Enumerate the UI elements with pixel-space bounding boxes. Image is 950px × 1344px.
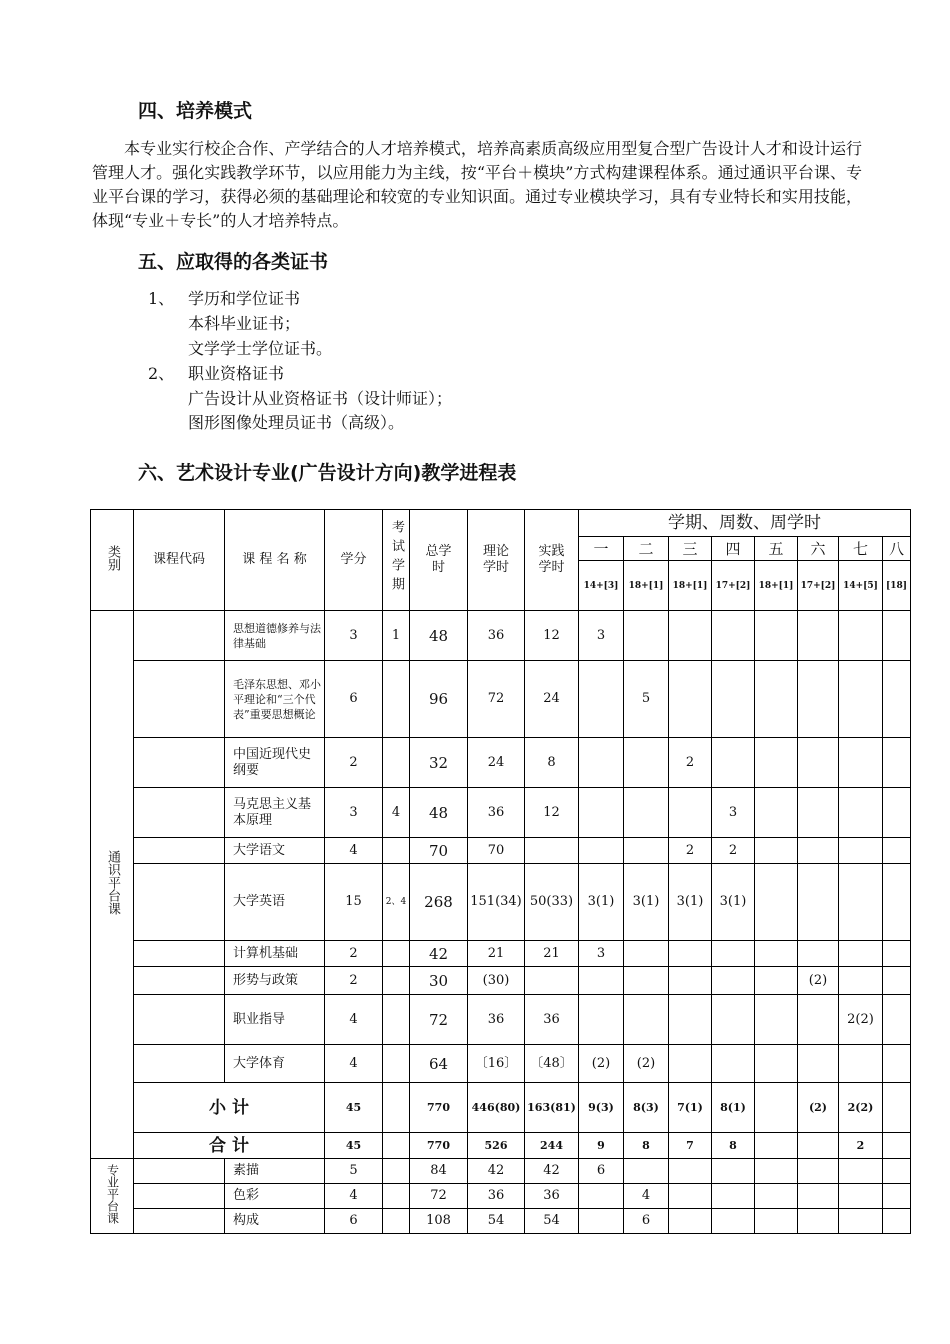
course-name: 构成 [225, 1209, 325, 1234]
grand-total-total-hours: 770 [410, 1133, 468, 1159]
cert-item-2-title: 职业资格证书 [188, 364, 285, 383]
course-credit: 4 [325, 1045, 383, 1083]
semester-1-hours: 3 [579, 941, 624, 967]
subtotal-credit: 45 [325, 1083, 383, 1133]
course-exam [383, 738, 410, 788]
table-row [91, 1159, 911, 1184]
course-credit: 3 [325, 788, 383, 838]
semester-4-hours: 2 [712, 838, 755, 864]
course-exam: 2、4 [383, 864, 410, 941]
semester-4-hours: 3 [712, 788, 755, 838]
semester-6-hours [798, 738, 839, 788]
semester-4-hours [712, 661, 755, 738]
course-code [134, 1045, 225, 1083]
cert-item-1-number: 1、 [148, 289, 175, 308]
semester-3-hours [669, 1184, 712, 1209]
semester-6-hours [798, 864, 839, 941]
training-mode-paragraph: 本专业实行校企合作、产学结合的人才培养模式，培养高素质高级应用型复合型广告设计人才和设计运行管理人才。强化实践教学环节，以应用能力为主线，按“平台＋模块”方式构建课程体系。通过通识平台课、专业平台课的学习，获得必须的基础理论和较宽的专业知识面。通过专业模块学习，具有专业特长和实用技能，体现“专业＋专长”的人才培养特点。 [92, 139, 862, 230]
category-professional-platform-label: 专业平台课 [105, 1163, 120, 1224]
cert-item-1-title: 学历和学位证书 [188, 289, 301, 308]
semester-6-hours [798, 838, 839, 864]
semester-3-hours [669, 661, 712, 738]
course-total-hours: 42 [410, 941, 468, 967]
course-code [134, 661, 225, 738]
semester-2-hours: (2) [624, 1045, 669, 1083]
course-code [134, 967, 225, 995]
header-semester-3: 三 [669, 537, 712, 561]
subtotal-row [91, 1083, 911, 1133]
course-exam [383, 1184, 410, 1209]
grand-total-label: 合 计 [134, 1133, 325, 1159]
semester-8-hours [883, 864, 911, 941]
semester-2-hours [624, 738, 669, 788]
semester-1-hours [579, 788, 624, 838]
subtotal-semester-5 [755, 1083, 798, 1133]
course-exam [383, 1045, 410, 1083]
semester-1-hours: 6 [579, 1159, 624, 1184]
semester-7-hours [839, 864, 883, 941]
course-theory-hours: 36 [468, 611, 525, 661]
header-practice: 实践学时 [525, 510, 579, 611]
semester-3-hours [669, 611, 712, 661]
header-total: 总学时 [410, 510, 468, 611]
semester-8-hours [883, 1045, 911, 1083]
course-theory-hours: 36 [468, 995, 525, 1045]
course-total-hours: 84 [410, 1159, 468, 1184]
course-practice-hours: 42 [525, 1159, 579, 1184]
header-exam: 考试学期 [383, 510, 410, 611]
header-semester-2: 二 [624, 537, 669, 561]
header-semester-1: 一 [579, 537, 624, 561]
semester-3-hours [669, 1209, 712, 1234]
semester-6-hours [798, 1184, 839, 1209]
semester-2-hours [624, 838, 669, 864]
course-practice-hours: 36 [525, 1184, 579, 1209]
course-exam: 1 [383, 611, 410, 661]
semester-4-hours [712, 1209, 755, 1234]
course-code [134, 838, 225, 864]
semester-6-hours [798, 1045, 839, 1083]
semester-3-hours [669, 967, 712, 995]
header-weeks-6: 17+[2] [798, 561, 839, 611]
semester-6-hours [798, 941, 839, 967]
grand-total-semester-6 [798, 1133, 839, 1159]
course-name: 马克思主义基本原理 [225, 788, 325, 838]
semester-7-hours [839, 941, 883, 967]
header-semester-5: 五 [755, 537, 798, 561]
semester-5-hours [755, 838, 798, 864]
header-weeks-7: 14+[5] [839, 561, 883, 611]
header-semester-4: 四 [712, 537, 755, 561]
course-credit: 4 [325, 1184, 383, 1209]
semester-7-hours [839, 1184, 883, 1209]
table-row [91, 1209, 911, 1234]
course-name: 素描 [225, 1159, 325, 1184]
semester-7-hours [839, 788, 883, 838]
course-theory-hours: 70 [468, 838, 525, 864]
semester-5-hours [755, 967, 798, 995]
semester-2-hours [624, 788, 669, 838]
header-semester-group: 学期、周数、周学时 [579, 510, 911, 537]
semester-7-hours [839, 738, 883, 788]
course-practice-hours: 12 [525, 788, 579, 838]
semester-7-hours [839, 967, 883, 995]
grand-total-semester-2: 8 [624, 1133, 669, 1159]
semester-1-hours: 3 [579, 611, 624, 661]
course-practice-hours: 〔48〕 [525, 1045, 579, 1083]
semester-2-hours: 5 [624, 661, 669, 738]
semester-6-hours [798, 1209, 839, 1234]
subtotal-practice-hours: 163(81) [525, 1083, 579, 1133]
cert-item-2-number: 2、 [148, 364, 175, 383]
course-code [134, 1159, 225, 1184]
semester-6-hours [798, 611, 839, 661]
semester-3-hours [669, 1045, 712, 1083]
semester-8-hours [883, 1184, 911, 1209]
course-total-hours: 48 [410, 788, 468, 838]
grand-total-row [91, 1133, 911, 1159]
header-code: 课程代码 [134, 510, 225, 611]
course-theory-hours: 54 [468, 1209, 525, 1234]
course-code [134, 864, 225, 941]
semester-5-hours [755, 1159, 798, 1184]
course-theory-hours: 151(34) [468, 864, 525, 941]
semester-4-hours [712, 941, 755, 967]
header-weeks-8: [18] [883, 561, 911, 611]
semester-4-hours [712, 1184, 755, 1209]
subtotal-semester-8 [883, 1083, 911, 1133]
course-code [134, 941, 225, 967]
header-credit: 学分 [325, 510, 383, 611]
course-code [134, 995, 225, 1045]
table-row [91, 941, 911, 967]
table-row [91, 995, 911, 1045]
semester-4-hours [712, 1045, 755, 1083]
header-weeks-3: 18+[1] [669, 561, 712, 611]
subtotal-total-hours: 770 [410, 1083, 468, 1133]
course-practice-hours [525, 838, 579, 864]
table-row [91, 1184, 911, 1209]
semester-5-hours [755, 611, 798, 661]
header-weeks-2: 18+[1] [624, 561, 669, 611]
semester-6-hours [798, 661, 839, 738]
table-row [91, 967, 911, 995]
semester-3-hours: 2 [669, 838, 712, 864]
course-theory-hours: (30) [468, 967, 525, 995]
course-theory-hours: 36 [468, 788, 525, 838]
teaching-schedule-table [90, 509, 911, 1234]
semester-5-hours [755, 995, 798, 1045]
course-exam [383, 661, 410, 738]
semester-3-hours: 3(1) [669, 864, 712, 941]
subtotal-label: 小 计 [134, 1083, 325, 1133]
header-row-1 [91, 510, 911, 537]
course-theory-hours: 24 [468, 738, 525, 788]
course-exam [383, 1209, 410, 1234]
semester-8-hours [883, 941, 911, 967]
course-name: 大学体育 [225, 1045, 325, 1083]
semester-3-hours [669, 788, 712, 838]
header-category: 类别 [91, 510, 134, 611]
course-name: 形势与政策 [225, 967, 325, 995]
course-name: 色彩 [225, 1184, 325, 1209]
semester-7-hours [839, 1045, 883, 1083]
semester-3-hours [669, 1159, 712, 1184]
course-practice-hours: 8 [525, 738, 579, 788]
grand-total-semester-5 [755, 1133, 798, 1159]
course-code [134, 1209, 225, 1234]
section6-heading: 六、艺术设计专业(广告设计方向)教学进程表 [138, 462, 517, 484]
course-credit: 3 [325, 611, 383, 661]
semester-8-hours [883, 838, 911, 864]
grand-total-semester-7: 2 [839, 1133, 883, 1159]
course-code [134, 738, 225, 788]
semester-4-hours [712, 611, 755, 661]
course-total-hours: 30 [410, 967, 468, 995]
semester-1-hours [579, 838, 624, 864]
semester-3-hours [669, 995, 712, 1045]
category-general-platform [91, 611, 134, 1159]
course-theory-hours: 〔16〕 [468, 1045, 525, 1083]
course-theory-hours: 36 [468, 1184, 525, 1209]
cert-item-2-line-2: 图形图像处理员证书（高级）。 [188, 413, 405, 432]
semester-1-hours [579, 1209, 624, 1234]
semester-6-hours [798, 1159, 839, 1184]
course-credit: 2 [325, 941, 383, 967]
semester-1-hours [579, 967, 624, 995]
semester-5-hours [755, 788, 798, 838]
course-exam [383, 941, 410, 967]
course-code [134, 611, 225, 661]
semester-8-hours [883, 1159, 911, 1184]
semester-2-hours: 4 [624, 1184, 669, 1209]
semester-2-hours [624, 967, 669, 995]
course-practice-hours: 36 [525, 995, 579, 1045]
course-name: 大学语文 [225, 838, 325, 864]
semester-5-hours [755, 864, 798, 941]
semester-4-hours [712, 738, 755, 788]
semester-1-hours [579, 995, 624, 1045]
semester-2-hours [624, 1159, 669, 1184]
course-credit: 2 [325, 738, 383, 788]
semester-8-hours [883, 738, 911, 788]
subtotal-semester-6: (2) [798, 1083, 839, 1133]
header-theory: 理论学时 [468, 510, 525, 611]
semester-1-hours [579, 661, 624, 738]
table-row [91, 738, 911, 788]
course-theory-hours: 42 [468, 1159, 525, 1184]
course-name: 计算机基础 [225, 941, 325, 967]
subtotal-semester-2: 8(3) [624, 1083, 669, 1133]
semester-5-hours [755, 661, 798, 738]
cert-item-1-line-2: 文学学士学位证书。 [188, 339, 333, 358]
course-code [134, 1184, 225, 1209]
semester-5-hours [755, 1209, 798, 1234]
semester-3-hours [669, 941, 712, 967]
semester-6-hours [798, 995, 839, 1045]
course-practice-hours [525, 967, 579, 995]
course-total-hours: 32 [410, 738, 468, 788]
course-credit: 15 [325, 864, 383, 941]
course-total-hours: 96 [410, 661, 468, 738]
semester-1-hours: (2) [579, 1045, 624, 1083]
course-name: 毛泽东思想、邓小平理论和“三个代表”重要思想概论 [225, 661, 325, 738]
semester-5-hours [755, 1184, 798, 1209]
grand-total-practice-hours: 244 [525, 1133, 579, 1159]
course-total-hours: 48 [410, 611, 468, 661]
grand-total-semester-1: 9 [579, 1133, 624, 1159]
semester-8-hours [883, 661, 911, 738]
subtotal-semester-4: 8(1) [712, 1083, 755, 1133]
course-total-hours: 72 [410, 995, 468, 1045]
course-total-hours: 64 [410, 1045, 468, 1083]
semester-6-hours: (2) [798, 967, 839, 995]
course-credit: 2 [325, 967, 383, 995]
grand-total-credit: 45 [325, 1133, 383, 1159]
subtotal-semester-1: 9(3) [579, 1083, 624, 1133]
semester-3-hours: 2 [669, 738, 712, 788]
semester-2-hours [624, 611, 669, 661]
section5-heading: 五、应取得的各类证书 [138, 251, 329, 273]
cert-item-1-line-1: 本科毕业证书； [188, 314, 301, 333]
grand-total-semester-3: 7 [669, 1133, 712, 1159]
course-total-hours: 108 [410, 1209, 468, 1234]
semester-5-hours [755, 941, 798, 967]
course-name: 思想道德修养与法律基础 [225, 611, 325, 661]
semester-7-hours [839, 611, 883, 661]
semester-8-hours [883, 611, 911, 661]
category-professional-platform [91, 1159, 134, 1234]
cert-item-2-line-1: 广告设计从业资格证书（设计师证）； [188, 389, 453, 408]
semester-7-hours [839, 838, 883, 864]
semester-8-hours [883, 995, 911, 1045]
course-credit: 5 [325, 1159, 383, 1184]
course-credit: 6 [325, 661, 383, 738]
course-practice-hours: 50(33) [525, 864, 579, 941]
table-row [91, 838, 911, 864]
semester-8-hours [883, 788, 911, 838]
semester-8-hours [883, 967, 911, 995]
course-name: 大学英语 [225, 864, 325, 941]
semester-4-hours [712, 1159, 755, 1184]
semester-7-hours: 2(2) [839, 995, 883, 1045]
semester-2-hours [624, 995, 669, 1045]
table-row [91, 864, 911, 941]
semester-1-hours [579, 738, 624, 788]
course-exam [383, 1159, 410, 1184]
course-name: 中国近现代史纲要 [225, 738, 325, 788]
semester-6-hours [798, 788, 839, 838]
semester-7-hours [839, 661, 883, 738]
course-total-hours: 70 [410, 838, 468, 864]
grand-total-semester-4: 8 [712, 1133, 755, 1159]
table-row [91, 611, 911, 661]
course-practice-hours: 12 [525, 611, 579, 661]
course-exam [383, 995, 410, 1045]
course-theory-hours: 21 [468, 941, 525, 967]
semester-1-hours [579, 1184, 624, 1209]
semester-5-hours [755, 1045, 798, 1083]
course-practice-hours: 21 [525, 941, 579, 967]
course-credit: 4 [325, 995, 383, 1045]
course-theory-hours: 72 [468, 661, 525, 738]
course-credit: 4 [325, 838, 383, 864]
section4-heading: 四、培养模式 [138, 100, 253, 122]
semester-4-hours [712, 967, 755, 995]
course-total-hours: 268 [410, 864, 468, 941]
subtotal-theory-hours: 446(80) [468, 1083, 525, 1133]
semester-2-hours: 3(1) [624, 864, 669, 941]
table-row [91, 1045, 911, 1083]
course-exam [383, 967, 410, 995]
semester-7-hours [839, 1159, 883, 1184]
course-exam: 4 [383, 788, 410, 838]
grand-total-semester-8 [883, 1133, 911, 1159]
course-credit: 6 [325, 1209, 383, 1234]
header-semester-6: 六 [798, 537, 839, 561]
semester-1-hours: 3(1) [579, 864, 624, 941]
table-row [91, 788, 911, 838]
subtotal-semester-3: 7(1) [669, 1083, 712, 1133]
header-weeks-1: 14+[3] [579, 561, 624, 611]
course-name: 职业指导 [225, 995, 325, 1045]
semester-5-hours [755, 738, 798, 788]
semester-2-hours: 6 [624, 1209, 669, 1234]
course-total-hours: 72 [410, 1184, 468, 1209]
semester-7-hours [839, 1209, 883, 1234]
header-weeks-4: 17+[2] [712, 561, 755, 611]
header-name: 课 程 名 称 [225, 510, 325, 611]
course-exam [383, 838, 410, 864]
subtotal-exam [383, 1083, 410, 1133]
semester-4-hours [712, 995, 755, 1045]
table-row [91, 661, 911, 738]
course-practice-hours: 54 [525, 1209, 579, 1234]
subtotal-semester-7: 2(2) [839, 1083, 883, 1133]
grand-total-exam [383, 1133, 410, 1159]
course-practice-hours: 24 [525, 661, 579, 738]
category-general-platform-label: 通识平台课 [105, 849, 120, 915]
header-semester-7: 七 [839, 537, 883, 561]
semester-2-hours [624, 941, 669, 967]
grand-total-theory-hours: 526 [468, 1133, 525, 1159]
semester-4-hours: 3(1) [712, 864, 755, 941]
course-code [134, 788, 225, 838]
header-semester-8: 八 [883, 537, 911, 561]
semester-8-hours [883, 1209, 911, 1234]
header-weeks-5: 18+[1] [755, 561, 798, 611]
